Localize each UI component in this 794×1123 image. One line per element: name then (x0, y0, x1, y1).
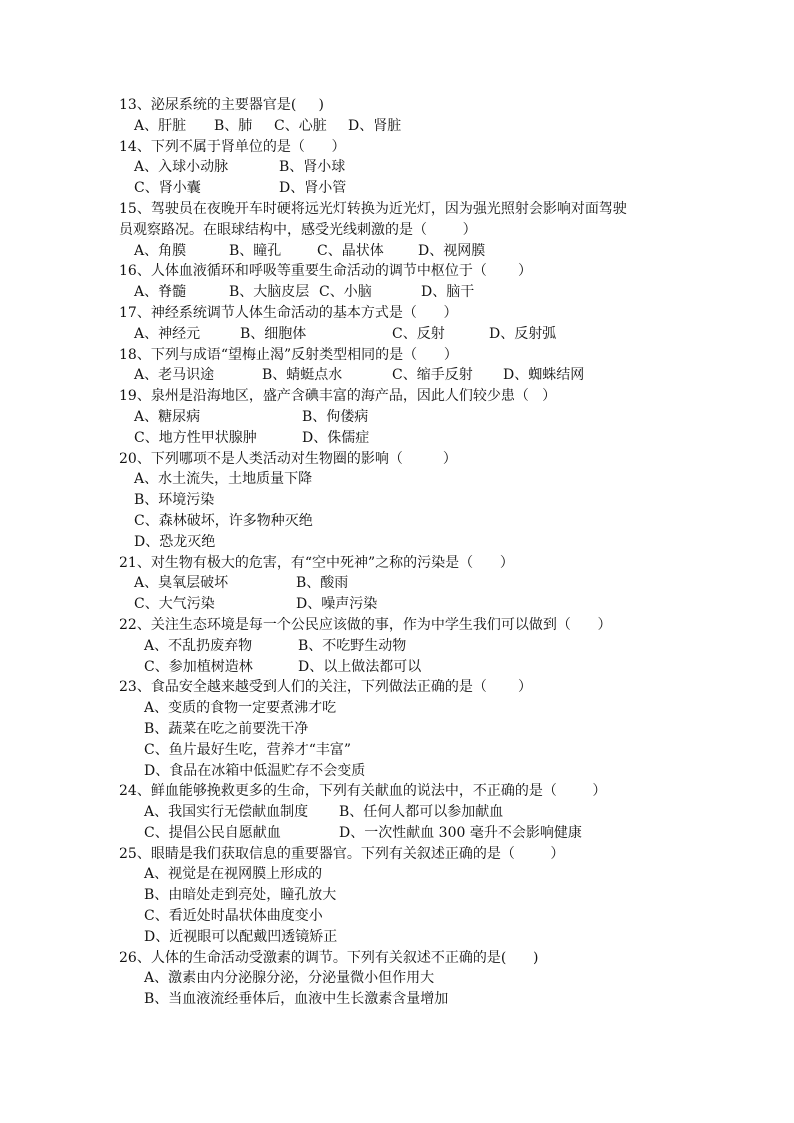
answer-option: A、水土流失，土地质量下降 (134, 471, 313, 488)
option-row (119, 802, 679, 823)
question-stem: 23、食品安全越来越受到人们的关注，下列做法正确的是（ ） (119, 679, 532, 696)
question-stem: 17、神经系统调节人体生命活动的基本方式是（ ） (119, 304, 458, 321)
option-row (119, 698, 679, 719)
answer-option: A、肝脏 (134, 117, 187, 134)
answer-option: B、佝偻病 (302, 408, 369, 425)
answer-option: D、噪声污染 (296, 596, 378, 613)
answer-option: B、不吃野生动物 (298, 637, 407, 654)
option-row (119, 968, 679, 989)
answer-option: D、肾脏 (348, 117, 402, 134)
question-stem: 14、下列不属于肾单位的是（ ） (119, 138, 346, 155)
answer-option: D、蜘蛛结网 (503, 367, 585, 384)
answer-option: C、反射 (392, 325, 445, 342)
option-row (119, 428, 679, 449)
answer-option: C、鱼片最好生吃，营养才“丰富” (144, 741, 352, 758)
answer-option: D、以上做法都可以 (298, 658, 422, 675)
question-stem: 15、驾驶员在夜晚开车时硬将远光灯转换为近光灯，因为强光照射会影响对面驾驶 (119, 200, 627, 217)
option-row (119, 823, 679, 844)
option-row (119, 719, 679, 740)
answer-option: B、肺 (214, 117, 253, 134)
option-row (119, 469, 679, 490)
answer-option: D、反射弧 (489, 325, 557, 342)
answer-option: D、一次性献血 300 毫升不会影响健康 (339, 824, 582, 841)
answer-option: A、入球小动脉 (134, 159, 229, 176)
option-row (119, 511, 679, 532)
question-list (119, 95, 679, 1010)
option-row (119, 927, 679, 948)
option-row (119, 989, 679, 1010)
answer-option: A、角膜 (134, 242, 187, 259)
answer-option: C、森林破坏，许多物种灭绝 (134, 512, 313, 529)
option-row (119, 885, 679, 906)
answer-option: D、视网膜 (418, 242, 486, 259)
question-stem: 13、泌尿系统的主要器官是( ) (119, 97, 324, 113)
question-stem: 19、泉州是沿海地区，盛产含碘丰富的海产品，因此人们较少患（ ） (119, 388, 557, 405)
answer-option: A、臭氧层破坏 (134, 575, 229, 592)
answer-option: A、我国实行无偿献血制度 (144, 804, 309, 821)
option-row (119, 864, 679, 885)
answer-option: D、肾小管 (279, 180, 347, 197)
answer-option: B、细胞体 (240, 325, 307, 342)
question-stem: 26、人体的生命活动受激素的调节。下列有关叙述不正确的是( ) (119, 949, 539, 966)
answer-option: D、食品在冰箱中低温贮存不会变质 (144, 762, 366, 779)
answer-option: C、晶状体 (317, 242, 384, 259)
option-row (119, 761, 679, 782)
answer-option: C、小脑 (319, 284, 372, 301)
answer-option: B、肾小球 (279, 159, 346, 176)
answer-option: B、大脑皮层 (229, 284, 310, 301)
answer-option: A、脊髓 (134, 284, 187, 301)
answer-option: B、瞳孔 (229, 242, 282, 259)
answer-option: C、肾小囊 (134, 180, 201, 197)
answer-option: D、脑干 (421, 284, 475, 301)
option-row (119, 157, 679, 178)
answer-option: A、视觉是在视网膜上形成的 (144, 866, 323, 883)
question-stem: 18、下列与成语“望梅止渴”反射类型相同的是（ ） (119, 346, 458, 363)
option-row (119, 740, 679, 761)
option-row (119, 178, 679, 199)
answer-option: C、参加植树造林 (144, 658, 253, 675)
answer-option: C、看近处时晶状体曲度变小 (144, 908, 323, 925)
option-row (119, 282, 679, 303)
answer-option: C、缩手反射 (392, 367, 473, 384)
question-stem: 22、关注生态环境是每一个公民应该做的事，作为中学生我们可以做到（ ） (119, 616, 612, 633)
answer-option: B、环境污染 (134, 492, 215, 509)
answer-option: A、糖尿病 (134, 408, 201, 425)
option-row (119, 116, 679, 137)
answer-option: A、变质的食物一定要煮沸才吃 (144, 700, 337, 717)
option-row (119, 594, 679, 615)
option-row (119, 636, 679, 657)
answer-option: D、近视眼可以配戴凹透镜矫正 (144, 928, 338, 945)
answer-option: A、神经元 (134, 325, 201, 342)
answer-option: B、酸雨 (296, 575, 349, 592)
answer-option: C、心脏 (274, 117, 327, 134)
option-row (119, 573, 679, 594)
answer-option: C、地方性甲状腺肿 (134, 429, 257, 446)
question-stem: 21、对生物有极大的危害，有“空中死神”之称的污染是（ ） (119, 554, 514, 571)
option-row (119, 324, 679, 345)
answer-option: B、当血液流经垂体后，血液中生长激素含量增加 (144, 991, 449, 1008)
question-stem: 24、鲜血能够挽救更多的生命，下列有关献血的说法中，不正确的是（ ） (119, 783, 607, 800)
answer-option: A、不乱扔废弃物 (144, 637, 253, 654)
answer-option: D、恐龙灭绝 (134, 533, 216, 550)
option-row (119, 657, 679, 678)
answer-option: C、提倡公民自愿献血 (144, 824, 281, 841)
option-row (119, 532, 679, 553)
question-stem: 25、眼睛是我们获取信息的重要器官。下列有关叙述正确的是（ ） (119, 845, 565, 862)
answer-option: B、蔬菜在吃之前要洗干净 (144, 720, 309, 737)
answer-option: B、蜻蜓点水 (262, 367, 343, 384)
answer-option: B、由暗处走到亮处，瞳孔放大 (144, 887, 337, 904)
answer-option: B、任何人都可以参加献血 (339, 804, 504, 821)
question-stem: 16、人体血液循环和呼吸等重要生命活动的调节中枢位于（ ） (119, 263, 532, 280)
option-row (119, 365, 679, 386)
option-row (119, 906, 679, 927)
answer-option: A、激素由内分泌腺分泌，分泌量微小但作用大 (144, 970, 435, 987)
option-row (119, 407, 679, 428)
answer-option: C、大气污染 (134, 596, 215, 613)
option-row (119, 241, 679, 262)
answer-option: D、侏儒症 (302, 429, 370, 446)
question-stem: 员观察路况。在眼球结构中，感受光线刺激的是（ ） (119, 221, 477, 238)
option-row (119, 490, 679, 511)
question-stem: 20、下列哪项不是人类活动对生物圈的影响（ ） (119, 450, 457, 467)
answer-option: A、老马识途 (134, 367, 215, 384)
